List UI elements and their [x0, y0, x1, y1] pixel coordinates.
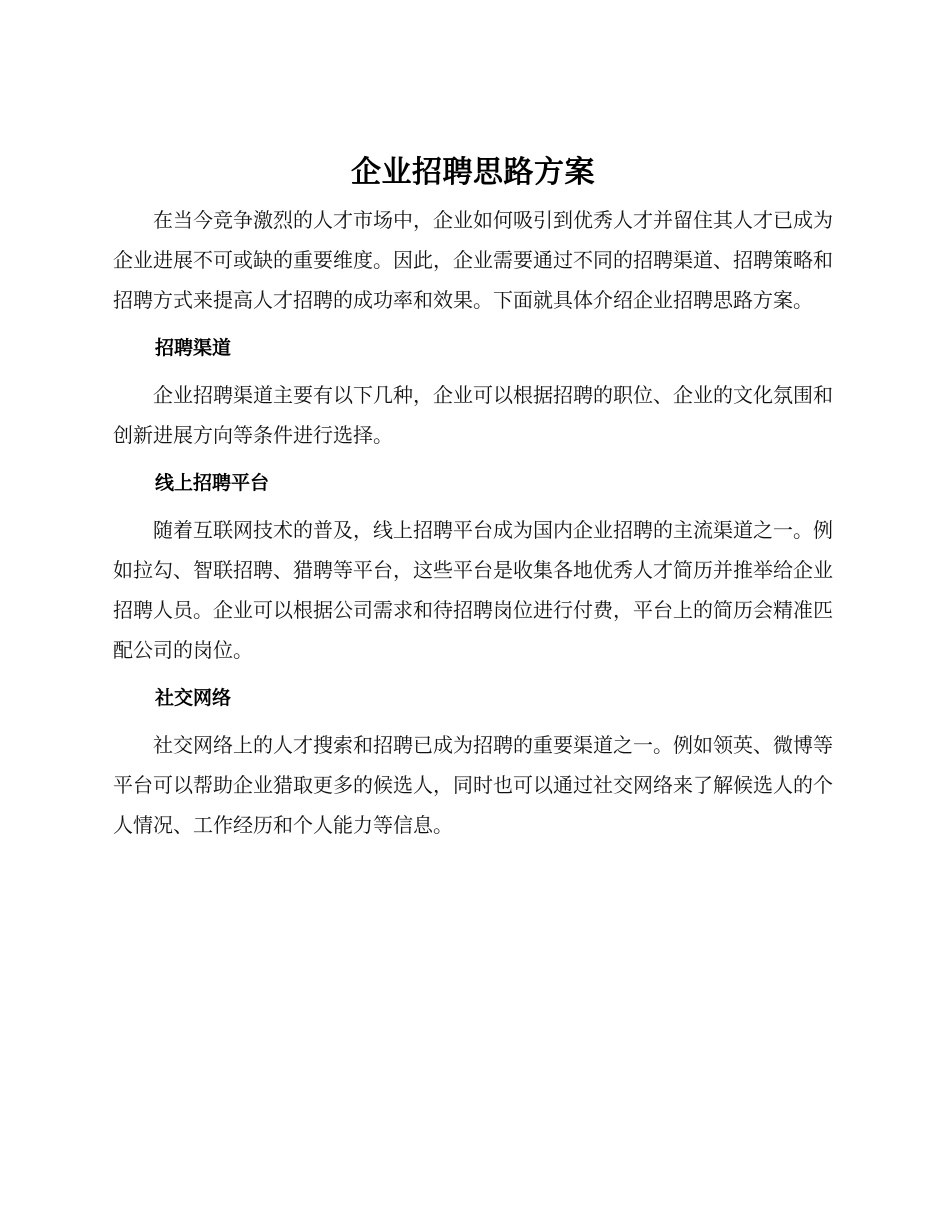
section-heading-social-networks: 社交网络 [155, 687, 232, 709]
document-title: 企业招聘思路方案 [351, 155, 595, 190]
intro-paragraph: 在当今竞争激烈的人才市场中，企业如何吸引到优秀人才并留住其人才已成为企业进展不可或缺的重要维度。因此，企业需要通过不同的招聘渠道、招聘策略和招聘方式来提高人才招聘的成功率和效果。下面就具体介绍企业招聘思路方案。 [113, 208, 833, 312]
section-paragraph-online-platforms: 随着互联网技术的普及，线上招聘平台成为国内企业招聘的主流渠道之一。例如拉勾、智联招聘、猎聘等平台，这些平台是收集各地优秀人才简历并推举给企业招聘人员。企业可以根据公司需求和待招聘岗位进行付费，平台上的简历会精准匹配公司的岗位。 [113, 518, 833, 662]
section-heading-online-platforms: 线上招聘平台 [155, 472, 270, 494]
section-paragraph-recruitment-channels: 企业招聘渠道主要有以下几种，企业可以根据招聘的职位、企业的文化氛围和创新进展方向等条件进行选择。 [113, 383, 833, 447]
section-paragraph-social-networks: 社交网络上的人才搜索和招聘已成为招聘的重要渠道之一。例如领英、微博等平台可以帮助企业猎取更多的候选人，同时也可以通过社交网络来了解候选人的个人情况、工作经历和个人能力等信息。 [113, 733, 833, 837]
section-heading-recruitment-channels: 招聘渠道 [155, 337, 232, 359]
document-body [113, 150, 833, 845]
